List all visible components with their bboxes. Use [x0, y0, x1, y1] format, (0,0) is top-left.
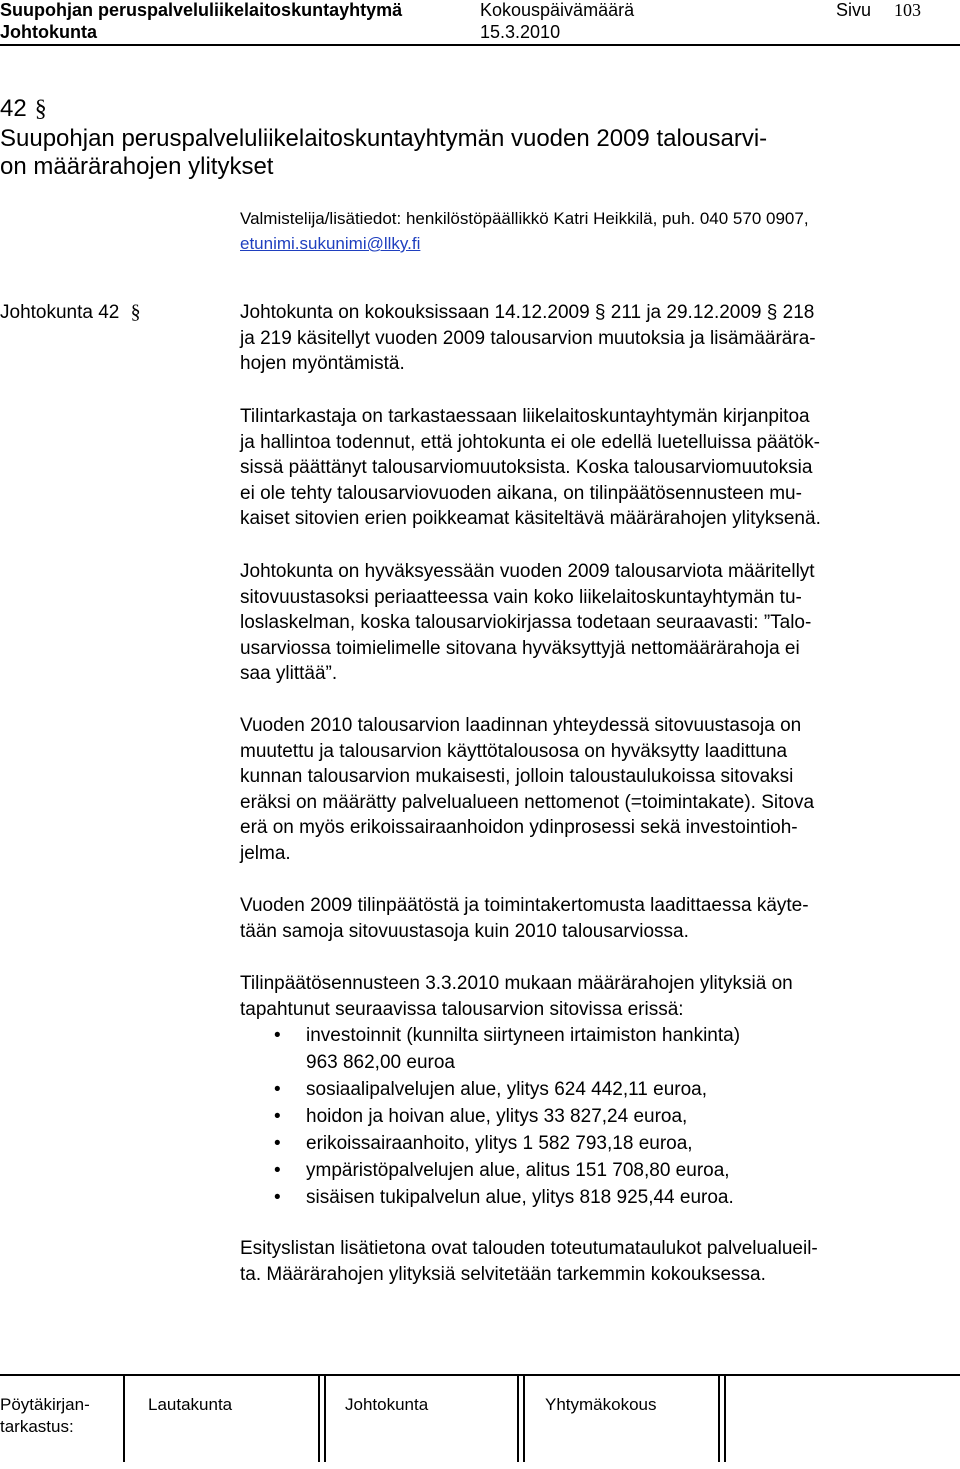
bullet-icon: • [274, 1079, 281, 1100]
paragraph-6-line: Tilinpäätösennusteen 3.3.2010 mukaan määrärahojen ylityksiä on [240, 973, 793, 994]
header-meeting-date-label: Kokouspäivämäärä [480, 0, 635, 20]
paragraph-2-line: sissä päättänyt talousarviomuutoksista. Koska talousarviomuutoksia [240, 457, 813, 478]
paragraph-2-line: kaiset sitovien erien poikkeamat käsiteltävä määrärahojen ylityksenä. [240, 508, 821, 529]
footer-divider [517, 1376, 525, 1462]
paragraph-7 [240, 1236, 940, 1287]
item-title-line2: on määrärahojen ylitykset [0, 153, 274, 180]
list-item-text: hoidon ja hoivan alue, ylitys 33 827,24 euroa, [306, 1106, 688, 1127]
paragraph-2-line: ja hallintoa todennut, että johtokunta ei ole edellä luetelluissa päätök- [240, 431, 820, 453]
paragraph-3-line: saa ylittää”. [240, 663, 338, 684]
preparer-email-link[interactable]: etunimi.sukunimi@llky.fi [240, 234, 421, 253]
footer-assembly-label: Yhtymäkokous [545, 1395, 657, 1414]
bullet-icon: • [274, 1187, 281, 1208]
footer-review-label [0, 1394, 90, 1438]
list-item-text: investoinnit (kunnilta siirtyneen irtaimiston hankinta) [306, 1025, 741, 1046]
bullet-icon: • [274, 1025, 281, 1046]
header-body: Johtokunta [0, 22, 97, 42]
header-org: Suupohjan peruspalveluliikelaitoskuntayhtymä [0, 0, 403, 20]
paragraph-3-line: sitovuustasoksi periaatteessa vain koko liikelaitoskuntayhtymän tu- [240, 586, 802, 608]
paragraph-1-line: hojen myöntämistä. [240, 353, 405, 374]
paragraph-7-line: Esityslistan lisätietona ovat talouden toteutumataulukot palvelualueil- [240, 1238, 818, 1259]
paragraph-3-line: Johtokunta on hyväksyessään vuoden 2009 talousarviota määritellyt [240, 561, 815, 582]
list-item-continuation: 963 862,00 euroa [306, 1052, 455, 1073]
list-item [240, 1076, 940, 1103]
paragraph-2-line: Tilintarkastaja on tarkastaessaan liikelaitoskuntayhtymän kirjanpitoa [240, 406, 810, 427]
list-item-text: ympäristöpalvelujen alue, alitus 151 708,80 euroa, [306, 1160, 730, 1181]
footer-review-line1: Pöytäkirjan- [0, 1395, 90, 1414]
footer-board-label: Lautakunta [148, 1395, 233, 1414]
overrun-list [240, 1022, 940, 1211]
paragraph-2-line: ei ole tehty talousarviovuoden aikana, on tilinpäätösennusteen mu- [240, 482, 802, 504]
list-item [240, 1022, 940, 1076]
paragraph-7-line: ta. Määrärahojen ylityksiä selvitetään tarkemmin kokouksessa. [240, 1263, 766, 1285]
list-item [240, 1157, 940, 1184]
paragraph-4-line: kunnan talousarvion mukaisesti, jolloin taloustaulukoissa sitovaksi [240, 766, 794, 787]
footer-review-line2: tarkastus: [0, 1417, 74, 1436]
list-item [240, 1130, 940, 1157]
paragraph-6 [240, 971, 940, 1022]
case-label [0, 300, 141, 325]
paragraph-4-line: eräksi on määrätty palvelualueen nettomenot (=toimintakate). Sitova [240, 791, 815, 813]
paragraph-4-line: muutettu ja talousarvion käyttötalousosa on hyväksytty laadittuna [240, 740, 788, 762]
case-label-text: Johtokunta 42 [0, 302, 120, 323]
paragraph-1-line: Johtokunta on kokouksissaan 14.12.2009 § 211 ja 29.12.2009 § 218 [240, 302, 815, 323]
paragraph-2 [240, 404, 940, 532]
paragraph-5-line: tään samoja sitovuustasoja kuin 2010 talousarviossa. [240, 920, 689, 942]
case-section-sign-icon: § [130, 301, 141, 323]
paragraph-4-line: Vuoden 2010 talousarvion laadinnan yhteydessä sitovuustasoja on [240, 715, 802, 736]
item-number-line [0, 95, 47, 123]
item-number: 42 [0, 95, 27, 122]
paragraph-3-line: loslaskelman, koska talousarviokirjassa todetaan seuraavasti: ”Talo- [240, 612, 812, 633]
header-page-number: 103 [894, 0, 921, 20]
bullet-icon: • [274, 1106, 281, 1127]
preparer-email[interactable] [240, 231, 420, 256]
list-item [240, 1103, 940, 1130]
footer-divider [318, 1376, 326, 1462]
paragraph-3-line: usarviossa toimielimelle sitovana hyväksyttyjä nettomäärärahoja ei [240, 637, 800, 659]
header-rule [0, 44, 960, 46]
footer-divider [718, 1376, 726, 1462]
list-item-text: erikoissairaanhoito, ylitys 1 582 793,18 euroa, [306, 1133, 693, 1154]
paragraph-1-line: ja 219 käsitellyt vuoden 2009 talousarvion muutoksia ja lisämäärära- [240, 327, 816, 349]
section-sign-icon: § [34, 96, 47, 122]
list-item-text: sosiaalipalvelujen alue, ylitys 624 442,11 euroa, [306, 1079, 708, 1100]
list-item-text: sisäisen tukipalvelun alue, ylitys 818 925,44 euroa. [306, 1187, 734, 1208]
paragraph-5-line: Vuoden 2009 tilinpäätöstä ja toimintakertomusta laadittaessa käyte- [240, 895, 809, 916]
paragraph-5 [240, 893, 940, 944]
paragraph-4-line: erä on myös erikoissairaanhoidon ydinprosessi sekä investointioh- [240, 817, 798, 838]
header-date: 15.3.2010 [480, 22, 561, 42]
paragraph-4 [240, 713, 940, 866]
paragraph-1 [240, 300, 940, 377]
list-item [240, 1184, 940, 1211]
bullet-icon: • [274, 1133, 281, 1154]
paragraph-3 [240, 559, 940, 687]
paragraph-4-line: jelma. [240, 842, 291, 864]
bullet-icon: • [274, 1160, 281, 1181]
footer-divider [123, 1376, 125, 1462]
paragraph-6-line: tapahtunut seuraavissa talousarvion sitovissa erissä: [240, 998, 684, 1020]
footer-rule [0, 1374, 960, 1376]
footer-directorate-label: Johtokunta [345, 1395, 429, 1414]
item-title-line1: Suupohjan peruspalveluliikelaitoskuntayhtymän vuoden 2009 talousarvi- [0, 125, 768, 152]
header-page-label: Sivu [836, 0, 872, 20]
preparer-text: Valmistelija/lisätiedot: henkilöstöpäällikkö Katri Heikkilä, puh. 040 570 0907, [240, 209, 809, 228]
